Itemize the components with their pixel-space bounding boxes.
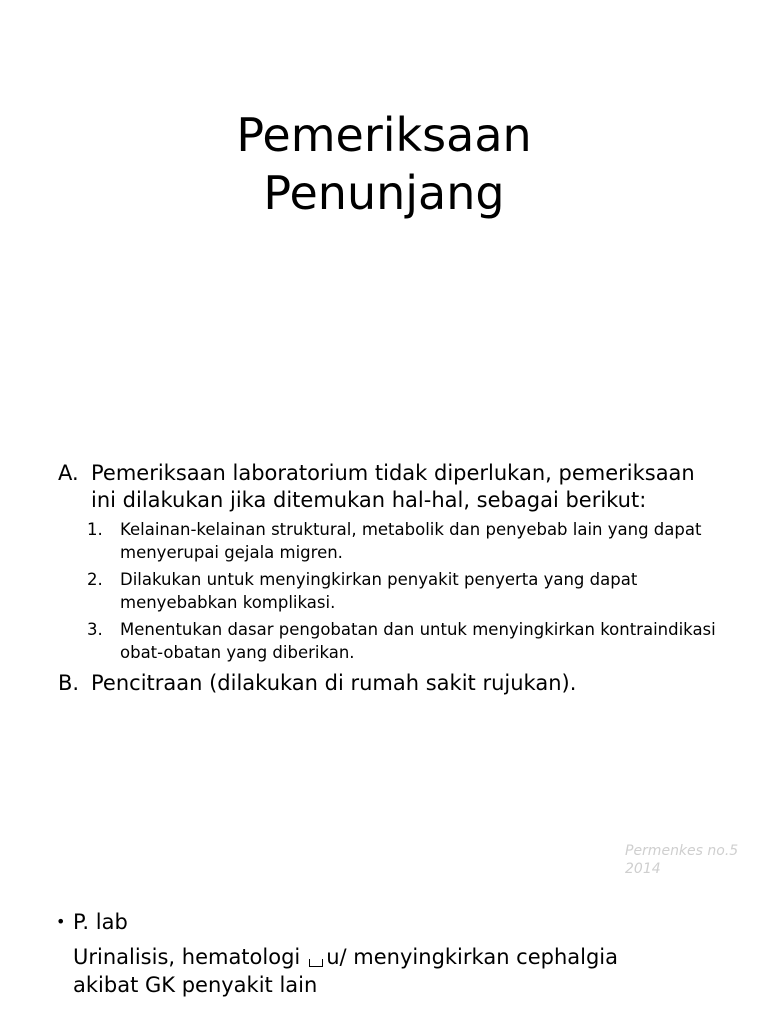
slide-title [0,106,768,222]
section-a-list [58,518,718,664]
title-line-2: Penunjang [263,166,505,220]
bullet-body [56,943,746,999]
section-a [58,460,718,514]
section-b-marker: B. [58,671,80,695]
lab-bullet [56,908,746,999]
list-item-text: Kelainan-kelainan struktural, metabolik dan penyebab lain yang dapat menyerupai gejala migren. [120,520,702,562]
list-item [58,618,718,664]
list-item-marker: 2. [87,570,103,589]
content-body [58,460,718,697]
bullet-row [56,908,746,936]
bullet-line-1-end: u/ menyingkirkan cephalgia [326,945,619,969]
list-item [58,568,718,614]
citation-watermark: Permenkes no.5 2014 [625,843,739,877]
list-item-marker: 1. [87,520,103,539]
section-a-text: Pemeriksaan laboratorium tidak diperlukan, pemeriksaan ini dilakukan jika ditemukan hal-hal, sebagai berikut: [91,461,695,512]
bullet-line-2: akibat GK penyakit lain [73,973,318,997]
list-item-marker: 3. [87,620,103,639]
bullet-dot: • [56,912,66,931]
section-b-text: Pencitraan (dilakukan di rumah sakit rujukan). [91,671,577,695]
bullet-line-1-start: Urinalisis, hematologi [73,945,301,969]
list-item-text: Menentukan dasar pengobatan dan untuk menyingkirkan kontraindikasi obat-obatan yang diberikan. [120,620,716,662]
title-line-1: Pemeriksaan [236,108,532,162]
section-a-marker: A. [58,461,79,485]
bullet-line-1 [73,943,746,971]
section-b [58,670,718,697]
list-item-text: Dilakukan untuk menyingkirkan penyakit penyerta yang dapat menyebabkan komplikasi. [120,570,638,612]
list-item [58,518,718,564]
arrow-icon [309,959,323,967]
bullet-heading: P. lab [73,910,128,934]
